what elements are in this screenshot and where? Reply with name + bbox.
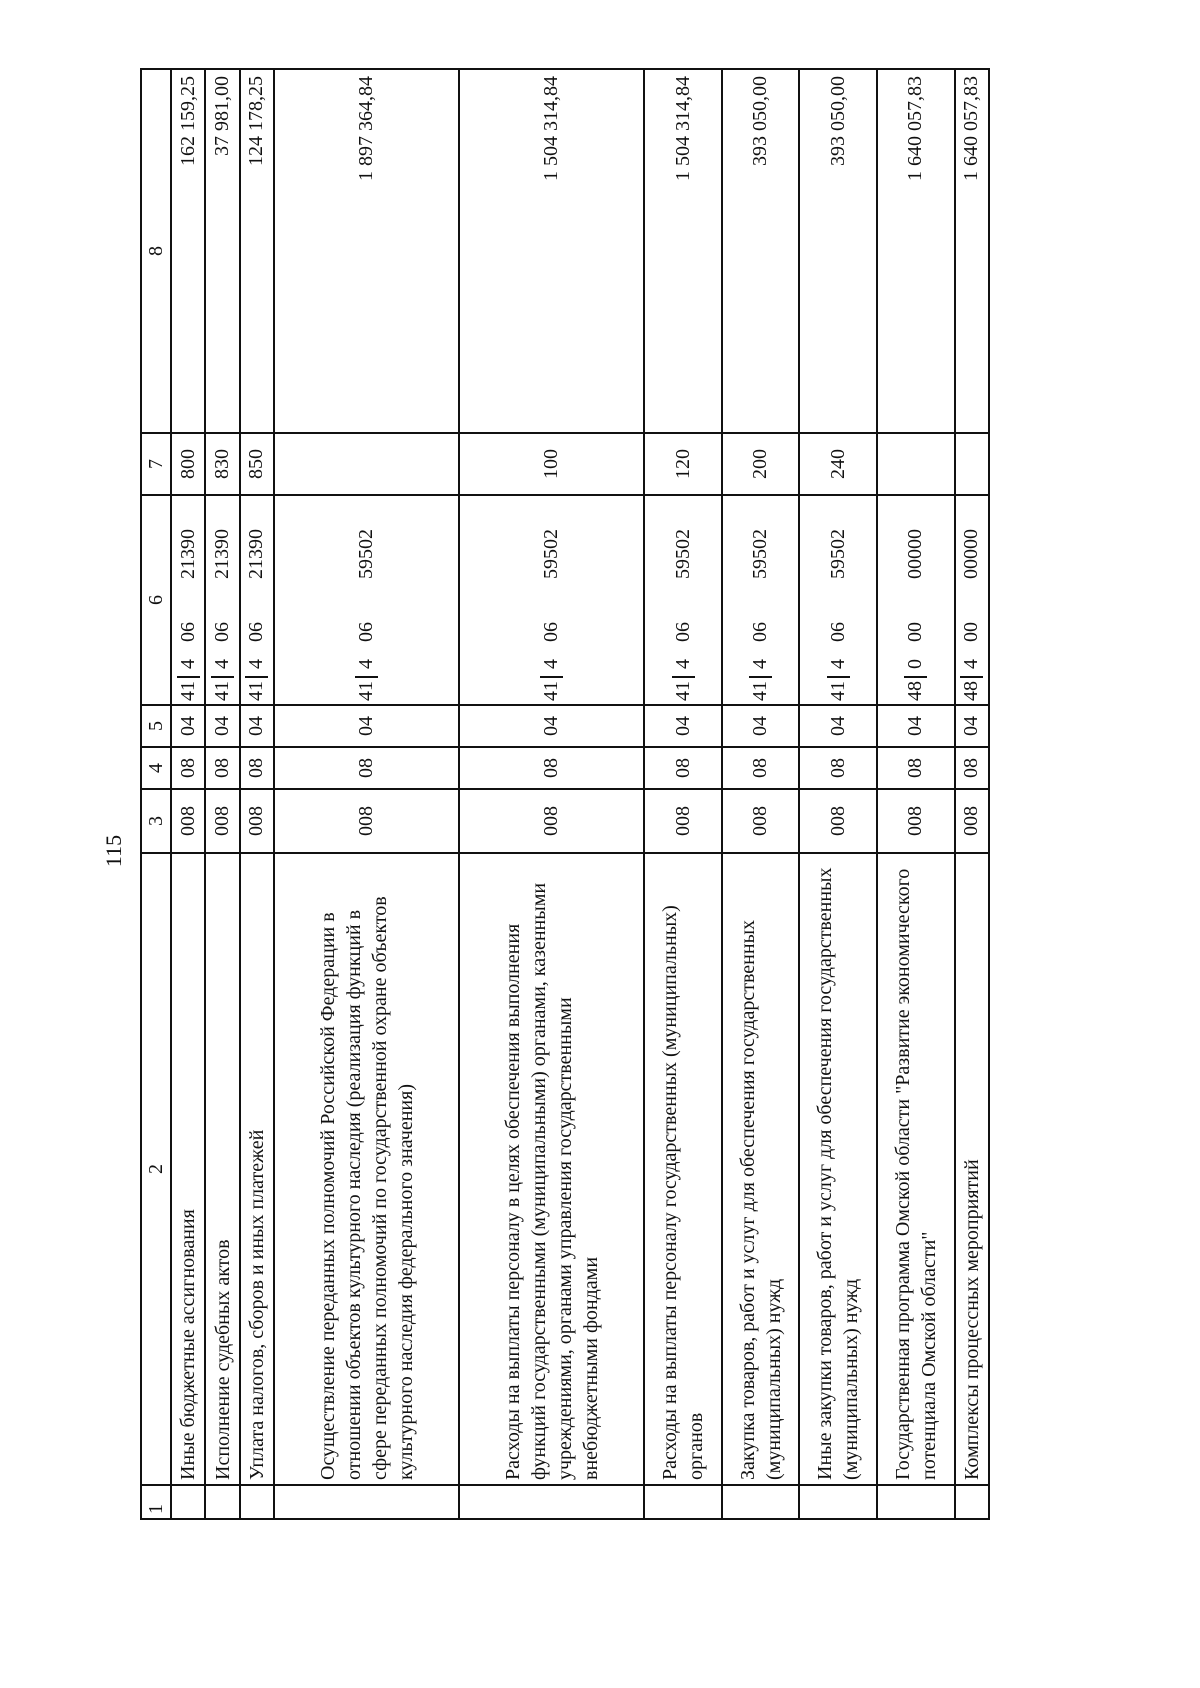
subsection-cell: 04 <box>171 705 205 747</box>
target-code-type: 4 <box>245 659 268 669</box>
row-number-cell <box>274 1485 459 1519</box>
subsection-cell: 04 <box>799 705 877 747</box>
target-code-direction: 21390 <box>245 529 268 579</box>
amount-cell: 37 981,00 <box>205 69 239 433</box>
target-code-program: 41 <box>827 676 850 704</box>
table-row <box>644 69 722 1519</box>
rotated-page-content <box>140 70 990 1520</box>
code-cell: 008 <box>274 789 459 853</box>
target-code-cell <box>955 495 989 705</box>
amount-cell: 1 504 314,84 <box>644 69 722 433</box>
section-cell: 08 <box>274 747 459 789</box>
section-cell: 08 <box>877 747 955 789</box>
target-code-main: 00 <box>904 622 927 642</box>
target-code-direction: 59502 <box>749 529 772 579</box>
col-6-header: 6 <box>141 495 171 705</box>
row-number-cell <box>877 1485 955 1519</box>
row-number-cell <box>205 1485 239 1519</box>
amount-cell: 124 178,25 <box>240 69 274 433</box>
subsection-cell: 04 <box>274 705 459 747</box>
target-code-program: 48 <box>904 676 927 704</box>
target-code-cell <box>240 495 274 705</box>
target-code-cell <box>459 495 644 705</box>
table-row <box>171 69 205 1519</box>
section-cell: 08 <box>205 747 239 789</box>
target-code-program: 41 <box>177 676 200 704</box>
section-cell: 08 <box>644 747 722 789</box>
target-code-direction: 21390 <box>211 529 234 579</box>
col-7-header: 7 <box>141 433 171 495</box>
target-code-main: 06 <box>176 622 199 642</box>
table-row <box>955 69 989 1519</box>
description-cell: Государственная программа Омской области "Развитие экономического потенциала Омской области" <box>877 853 955 1485</box>
section-cell: 08 <box>459 747 644 789</box>
target-code-program: 48 <box>960 676 983 704</box>
page-number: 115 <box>101 834 126 868</box>
code-cell: 008 <box>240 789 274 853</box>
description-cell: Осуществление переданных полномочий Российской Федерации в отношении объектов культурного наследия (реализация функций в сфере переданных полномочий по государственной охране объектов культурного наследия федерального значения) <box>274 853 459 1485</box>
code-cell: 008 <box>722 789 800 853</box>
amount-cell: 1 640 057,83 <box>955 69 989 433</box>
target-code-main: 06 <box>671 622 694 642</box>
target-code-type: 4 <box>671 659 694 669</box>
subsection-cell: 04 <box>205 705 239 747</box>
code-cell: 008 <box>459 789 644 853</box>
target-code-type: 4 <box>355 659 378 669</box>
description-cell: Уплата налогов, сборов и иных платежей <box>240 853 274 1485</box>
target-code-type: 4 <box>749 659 772 669</box>
description-cell: Иные закупки товаров, работ и услуг для обеспечения государственных (муниципальных) нужд <box>799 853 877 1485</box>
amount-cell: 1 640 057,83 <box>877 69 955 433</box>
table-row <box>205 69 239 1519</box>
row-number-cell <box>722 1485 800 1519</box>
target-code-program: 41 <box>245 676 268 704</box>
expense-type-cell <box>955 433 989 495</box>
target-code-type: 4 <box>960 659 983 669</box>
target-code-direction: 00000 <box>904 529 927 579</box>
expense-type-cell: 120 <box>644 433 722 495</box>
target-code-cell <box>274 495 459 705</box>
target-code-program: 41 <box>540 676 563 704</box>
subsection-cell: 04 <box>955 705 989 747</box>
target-code-main: 06 <box>211 622 234 642</box>
target-code-main: 06 <box>245 622 268 642</box>
target-code-direction: 21390 <box>176 529 199 579</box>
target-code-direction: 59502 <box>671 529 694 579</box>
expense-type-cell: 800 <box>171 433 205 495</box>
target-code-program: 41 <box>355 676 378 704</box>
table-row <box>722 69 800 1519</box>
expense-type-cell: 830 <box>205 433 239 495</box>
col-5-header: 5 <box>141 705 171 747</box>
section-cell: 08 <box>955 747 989 789</box>
code-cell: 008 <box>955 789 989 853</box>
table-row <box>877 69 955 1519</box>
target-code-main: 06 <box>826 622 849 642</box>
expense-type-cell <box>274 433 459 495</box>
target-code-cell <box>205 495 239 705</box>
description-cell: Комплексы процессных мероприятий <box>955 853 989 1485</box>
col-4-header: 4 <box>141 747 171 789</box>
target-code-main: 06 <box>355 622 378 642</box>
code-cell: 008 <box>171 789 205 853</box>
target-code-direction: 59502 <box>355 529 378 579</box>
section-cell: 08 <box>171 747 205 789</box>
amount-cell: 393 050,00 <box>799 69 877 433</box>
subsection-cell: 04 <box>240 705 274 747</box>
expense-type-cell: 100 <box>459 433 644 495</box>
target-code-type: 4 <box>540 659 563 669</box>
col-8-header: 8 <box>141 69 171 433</box>
subsection-cell: 04 <box>877 705 955 747</box>
target-code-direction: 59502 <box>826 529 849 579</box>
code-cell: 008 <box>644 789 722 853</box>
row-number-cell <box>459 1485 644 1519</box>
target-code-cell <box>799 495 877 705</box>
section-cell: 08 <box>799 747 877 789</box>
col-1-header: 1 <box>141 1485 171 1519</box>
row-number-cell <box>240 1485 274 1519</box>
row-number-cell <box>644 1485 722 1519</box>
section-cell: 08 <box>240 747 274 789</box>
target-code-cell <box>644 495 722 705</box>
target-code-cell <box>171 495 205 705</box>
target-code-cell <box>877 495 955 705</box>
amount-cell: 1 504 314,84 <box>459 69 644 433</box>
col-3-header: 3 <box>141 789 171 853</box>
table-row <box>799 69 877 1519</box>
expense-type-cell: 200 <box>722 433 800 495</box>
description-cell: Закупка товаров, работ и услуг для обеспечения государственных (муниципальных) нужд <box>722 853 800 1485</box>
target-code-direction: 00000 <box>960 529 983 579</box>
row-number-cell <box>171 1485 205 1519</box>
subsection-cell: 04 <box>644 705 722 747</box>
table-row <box>240 69 274 1519</box>
description-cell: Исполнение судебных актов <box>205 853 239 1485</box>
target-code-main: 00 <box>960 622 983 642</box>
expense-type-cell: 850 <box>240 433 274 495</box>
row-number-cell <box>955 1485 989 1519</box>
target-code-type: 4 <box>211 659 234 669</box>
expense-type-cell <box>877 433 955 495</box>
target-code-main: 06 <box>540 622 563 642</box>
amount-cell: 162 159,25 <box>171 69 205 433</box>
target-code-program: 41 <box>672 676 695 704</box>
table-row <box>274 69 459 1519</box>
target-code-type: 4 <box>826 659 849 669</box>
budget-table <box>140 68 990 1520</box>
code-cell: 008 <box>799 789 877 853</box>
section-cell: 08 <box>722 747 800 789</box>
table-row <box>459 69 644 1519</box>
target-code-program: 41 <box>211 676 234 704</box>
amount-cell: 393 050,00 <box>722 69 800 433</box>
code-cell: 008 <box>877 789 955 853</box>
description-cell: Расходы на выплаты персоналу государственных (муниципальных) органов <box>644 853 722 1485</box>
target-code-program: 41 <box>749 676 772 704</box>
row-number-cell <box>799 1485 877 1519</box>
target-code-direction: 59502 <box>540 529 563 579</box>
header-row <box>141 69 171 1519</box>
description-cell: Расходы на выплаты персоналу в целях обеспечения выполнения функций государственными (муниципальными) органами, казенными учреждениями, органами управления государственными внебюджетными фондами <box>459 853 644 1485</box>
expense-type-cell: 240 <box>799 433 877 495</box>
col-2-header: 2 <box>141 853 171 1485</box>
subsection-cell: 04 <box>459 705 644 747</box>
target-code-cell <box>722 495 800 705</box>
target-code-type: 4 <box>176 659 199 669</box>
description-cell: Иные бюджетные ассигнования <box>171 853 205 1485</box>
amount-cell: 1 897 364,84 <box>274 69 459 433</box>
subsection-cell: 04 <box>722 705 800 747</box>
code-cell: 008 <box>205 789 239 853</box>
target-code-type: 0 <box>904 659 927 669</box>
target-code-main: 06 <box>749 622 772 642</box>
